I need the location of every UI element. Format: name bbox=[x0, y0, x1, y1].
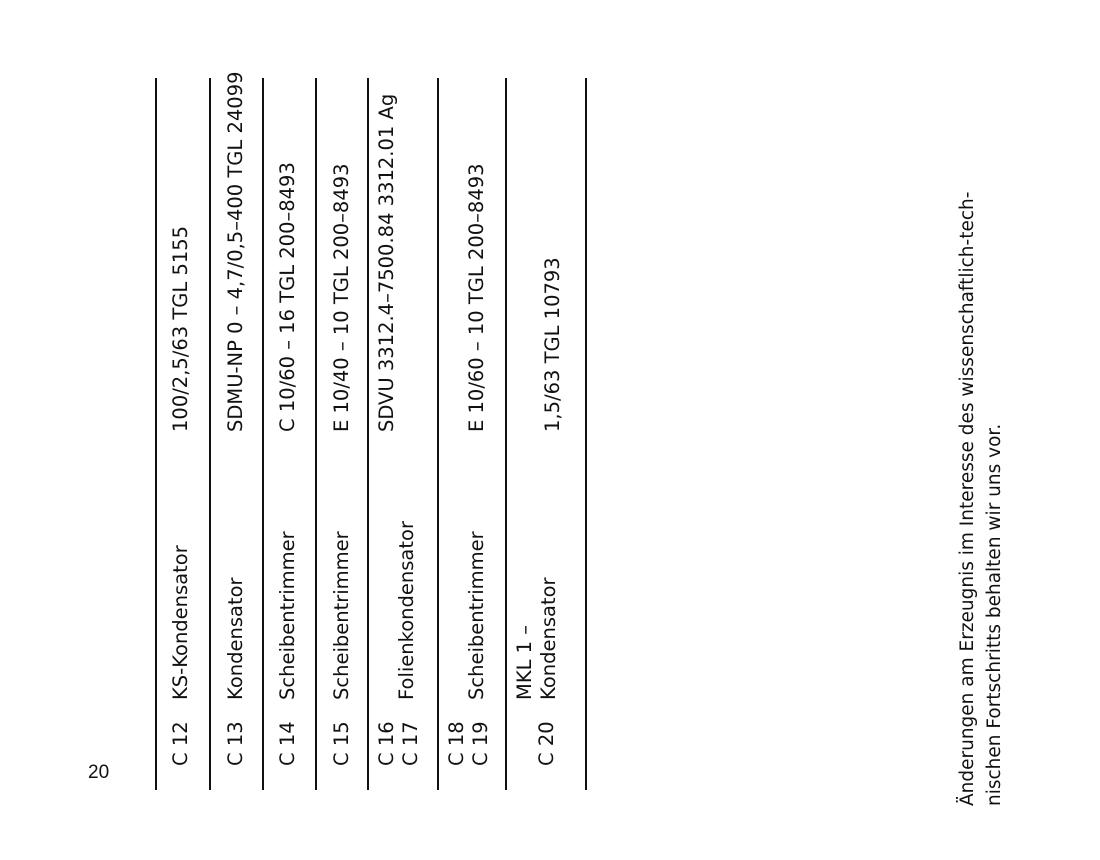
component-spec: E 10/40 – 10 TGL 200–8493 bbox=[330, 163, 353, 432]
component-spec: 1,5/63 TGL 10793 bbox=[541, 257, 564, 432]
component-id bbox=[445, 721, 493, 766]
table-rule bbox=[585, 78, 587, 790]
component-id-line: C 18 bbox=[445, 721, 468, 766]
page-number: 20 bbox=[88, 762, 110, 783]
component-id bbox=[375, 721, 423, 766]
table-rule bbox=[505, 78, 507, 790]
component-id: C 13 bbox=[224, 721, 247, 766]
component-name: Scheibentrimmer bbox=[276, 531, 299, 700]
disclaimer-note bbox=[954, 66, 1008, 806]
component-name: KS-Kondensator bbox=[169, 545, 192, 700]
component-spec: SDMU-NP 0 – 4,7/0,5–400 TGL 24099 bbox=[224, 71, 247, 432]
table-rule bbox=[437, 78, 439, 790]
component-spec: 100/2,5/63 TGL 5155 bbox=[169, 225, 192, 432]
component-spec: SDVU 3312.4–7500.84 3312.01 Ag bbox=[375, 93, 398, 432]
component-id: C 20 bbox=[535, 721, 558, 766]
component-id: C 15 bbox=[330, 721, 353, 766]
component-name-line: Kondensator bbox=[537, 577, 560, 700]
component-spec: E 10/60 – 10 TGL 200–8493 bbox=[465, 163, 488, 432]
component-name bbox=[513, 577, 561, 700]
component-id-line: C 16 bbox=[375, 721, 398, 766]
component-id: C 12 bbox=[169, 721, 192, 766]
component-name: Folienkondensator bbox=[395, 521, 418, 700]
disclaimer-line: Änderungen am Erzeugnis im Interesse des wissenschaftlich-tech- bbox=[957, 191, 978, 806]
table-rule bbox=[155, 78, 157, 790]
component-name: Scheibentrimmer bbox=[465, 531, 488, 700]
component-name: Kondensator bbox=[224, 577, 247, 700]
component-name: Scheibentrimmer bbox=[330, 531, 353, 700]
component-table bbox=[155, 71, 590, 790]
component-id-line: C 19 bbox=[469, 721, 492, 766]
table-rule bbox=[367, 78, 369, 790]
disclaimer-line: nischen Fortschritts behalten wir uns vor. bbox=[984, 423, 1005, 806]
component-id: C 14 bbox=[276, 721, 299, 766]
component-id-line: C 17 bbox=[399, 721, 422, 766]
component-name-line: MKL 1 – bbox=[513, 624, 536, 700]
component-spec: C 10/60 – 16 TGL 200–8493 bbox=[276, 162, 299, 432]
table-rule bbox=[262, 78, 264, 790]
table-rule bbox=[315, 78, 317, 790]
table-rule bbox=[209, 78, 211, 790]
